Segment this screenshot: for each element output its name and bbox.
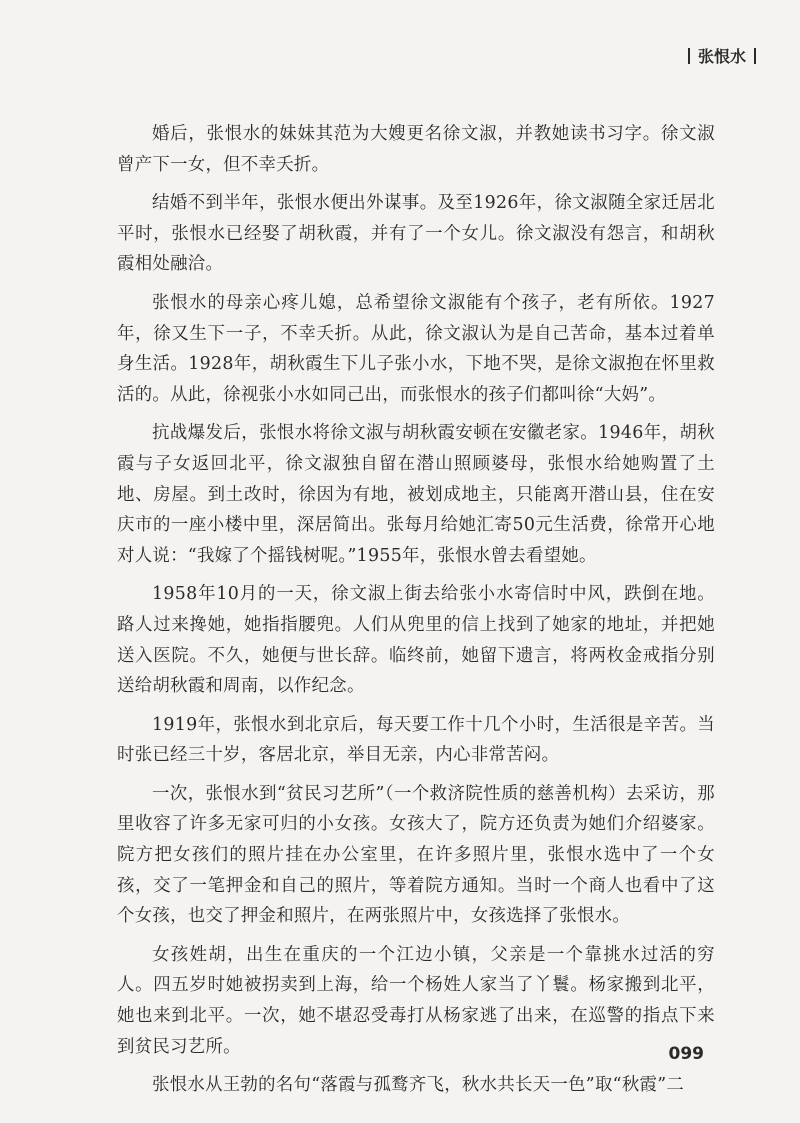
page-number: 099 — [668, 1044, 704, 1064]
paragraph: 1958年10月的一天，徐文淑上街去给张小水寄信时中风，跌倒在地。路人过来搀她，她指指腰兜。人们从兜里的信上找到了她家的地址，并把她送入医院。不久，她便与世长辞。临终前，她留下遗言，将两枚金戒指分别送给胡秋霞和周南，以作纪念。 — [117, 584, 715, 697]
paragraph: 婚后，张恨水的妹妹其范为大嫂更名徐文淑，并教她读书习字。徐文淑曾产下一女，但不幸夭折。 — [117, 124, 715, 175]
running-header — [688, 44, 756, 67]
paragraph: 张恨水从王勃的名句“落霞与孤鹜齐飞，秋水共长天一色”取“秋霞”二 — [152, 1075, 685, 1096]
paragraph: 1919年，张恨水到北京后，每天要工作十几个小时，生活很是辛苦。当时张已经三十岁，客居北京，举目无亲，内心非常苦闷。 — [117, 714, 715, 766]
chapter-title: 张恨水 — [697, 47, 746, 66]
body-text — [117, 119, 715, 1109]
paragraph: 结婚不到半年，张恨水便出外谋事。及至1926年，徐文淑随全家迁居北平时，张恨水已经娶了胡秋霞，并有了一个女儿。徐文淑没有怨言，和胡秋霞相处融洽。 — [117, 193, 715, 275]
paragraph: 张恨水的母亲心疼儿媳，总希望徐文淑能有个孩子，老有所依。1927年，徐又生下一子，不幸夭折。从此，徐文淑认为是自己苦命，基本过着单身生活。1928年，胡秋霞生下儿子张小水，下地不哭，是徐文淑抱在怀里救活的。从此，徐视张小水如同己出，而张恨水的孩子们都叫徐“大妈”。 — [117, 292, 715, 405]
header-divider-left — [688, 48, 690, 64]
paragraph: 一次，张恨水到“贫民习艺所”（一个救济院性质的慈善机构）去采访，那里收容了许多无家可归的小女孩。女孩大了，院方还负责为她们介绍婆家。院方把女孩们的照片挂在办公室里，在许多照片里，张恨水选中了一个女孩，交了一笔押金和自己的照片，等着院方通知。当时一个商人也看中了这个女孩，也交了押金和照片，在两张照片中，女孩选择了张恨水。 — [117, 783, 715, 927]
paragraph: 抗战爆发后，张恨水将徐文淑与胡秋霞安顿在安徽老家。1946年，胡秋霞与子女返回北平，徐文淑独自留在潜山照顾婆母，张恨水给她购置了土地、房屋。到土改时，徐因为有地，被划成地主，只能离开潜山县，住在安庆市的一座小楼中里，深居简出。张每月给她汇寄50元生活费，徐常开心地对人说：“我嫁了个摇钱树呢。”1955年，张恨水曾去看望她。 — [117, 423, 715, 566]
paragraph: 女孩姓胡，出生在重庆的一个江边小镇，父亲是一个靠挑水过活的穷人。四五岁时她被拐卖到上海，给一个杨姓人家当了丫鬟。杨家搬到北平，她也来到北平。一次，她不堪忍受毒打从杨家逃了出来，在巡警的指点下来到贫民习艺所。 — [117, 944, 715, 1057]
header-divider-right — [754, 48, 756, 64]
